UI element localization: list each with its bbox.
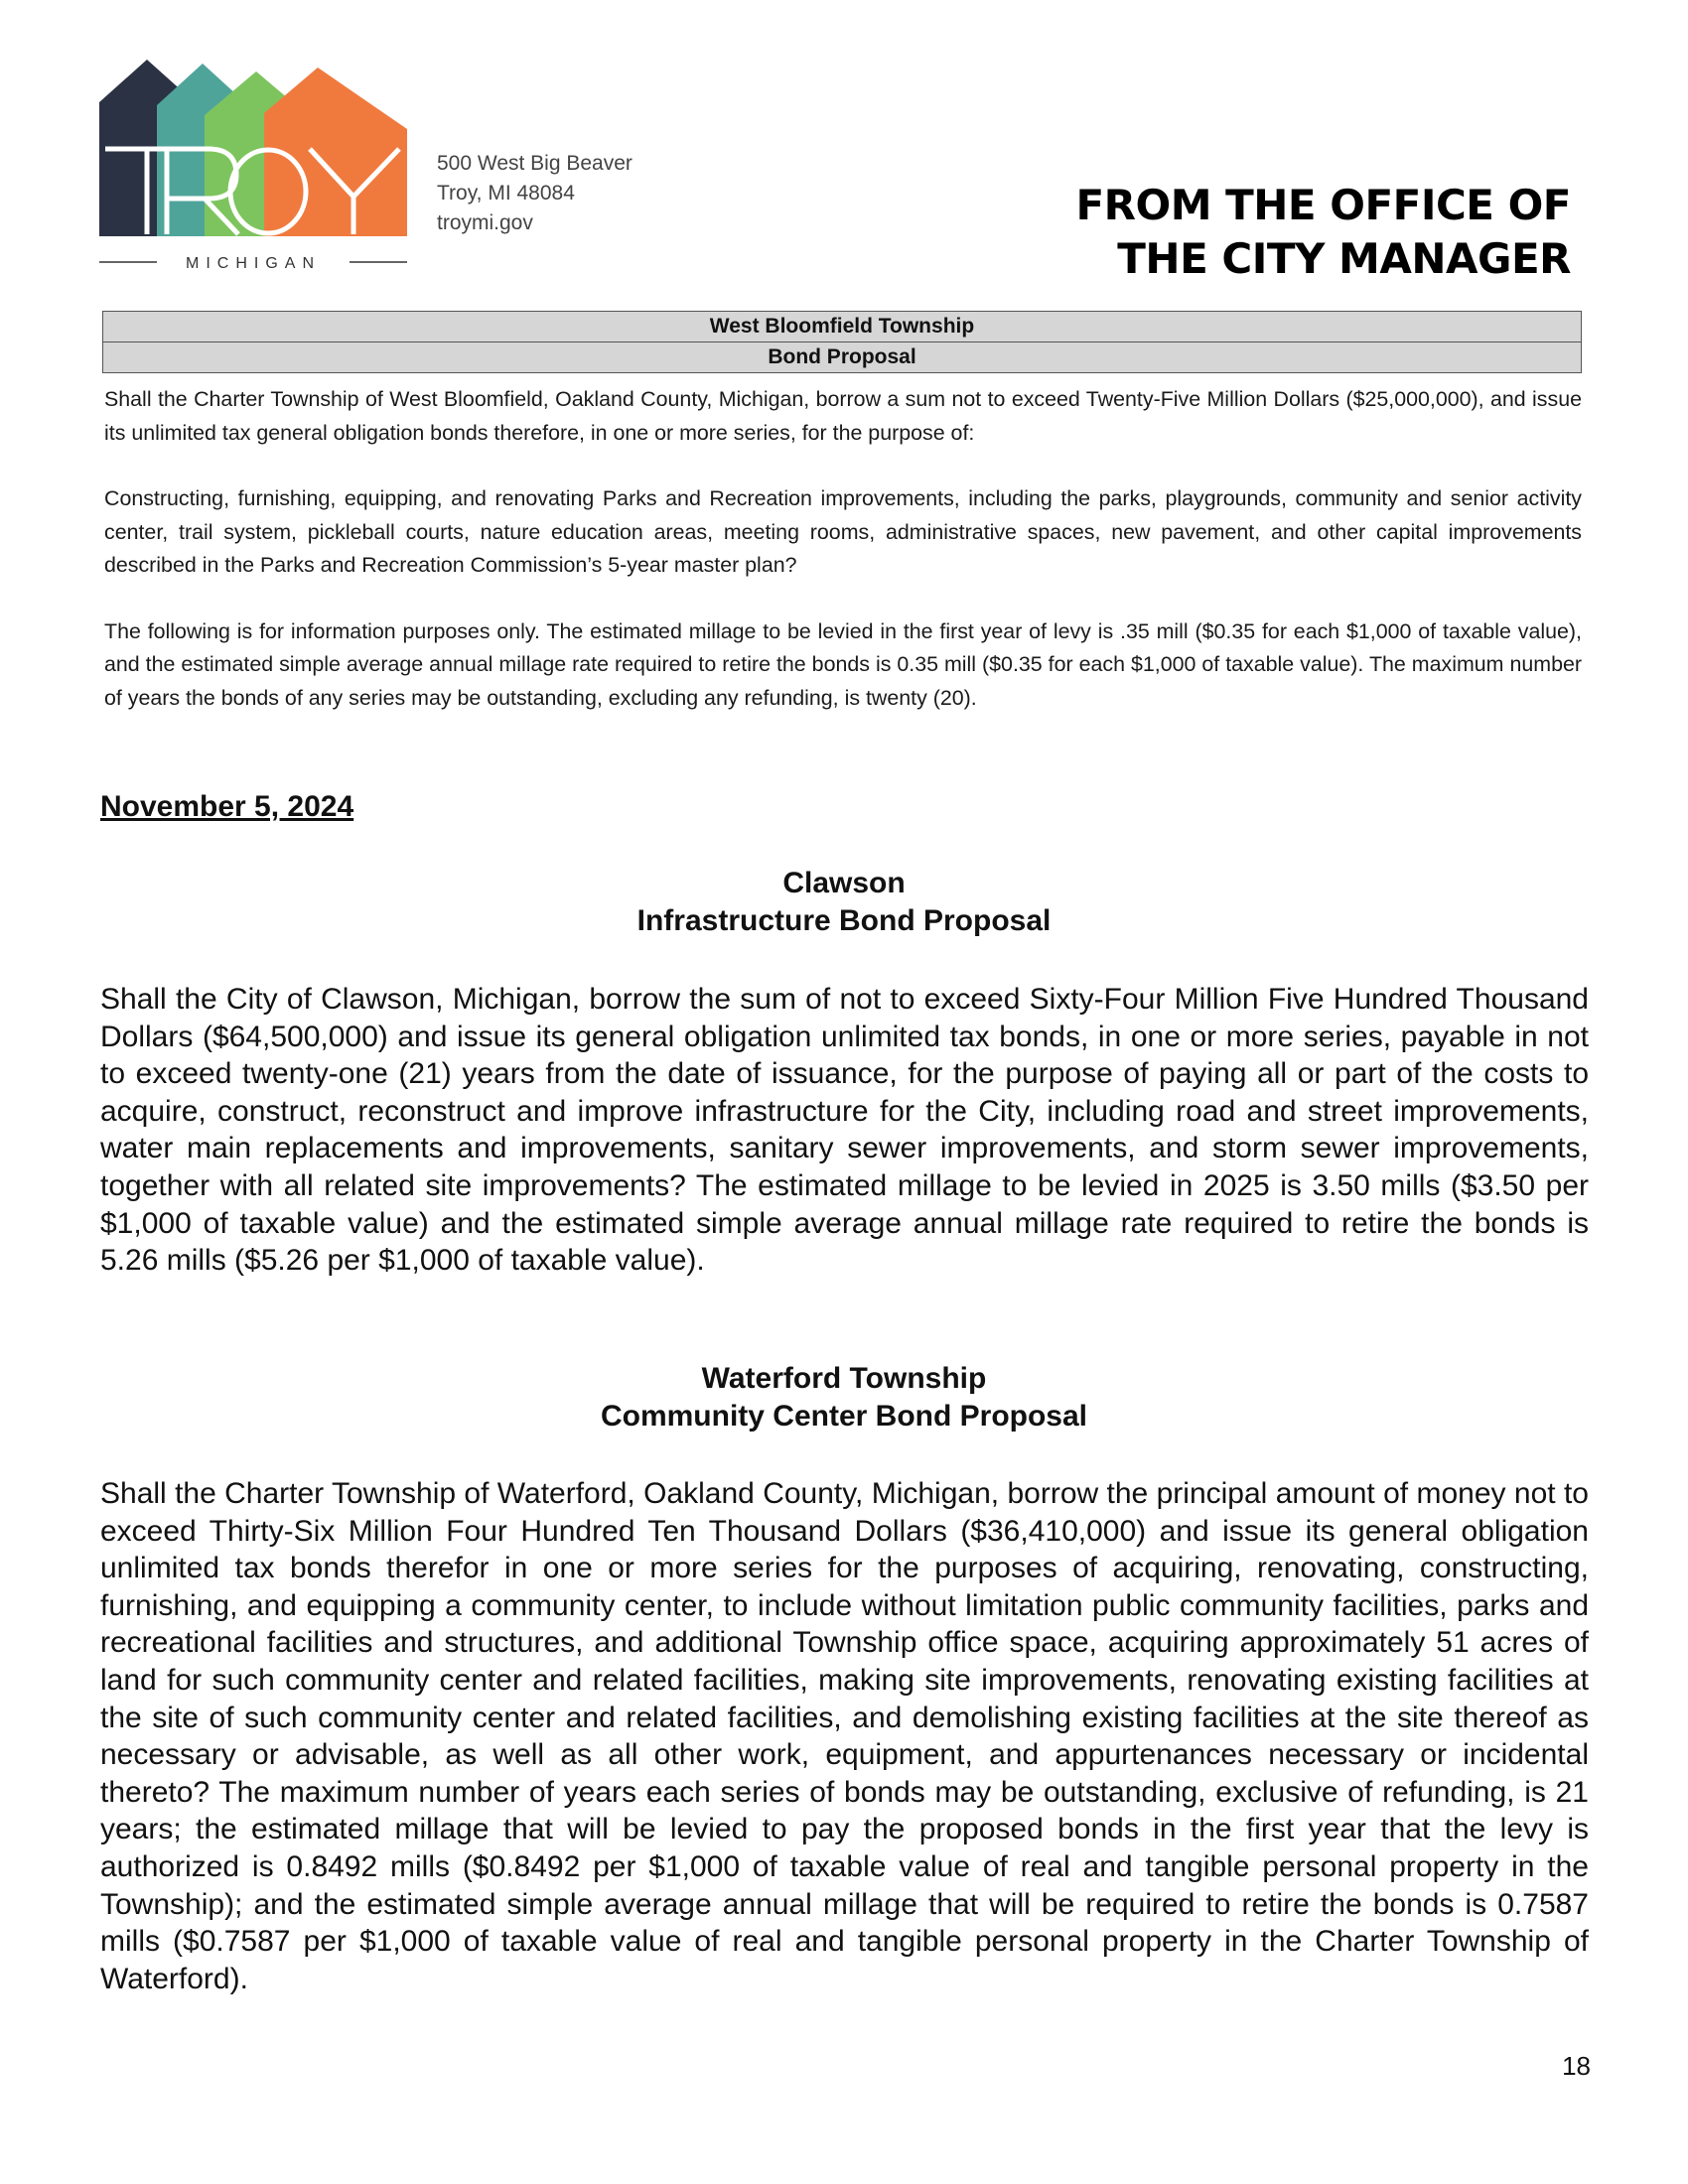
- clawson-body: [100, 981, 1589, 1280]
- west-bloomfield-body: [104, 383, 1582, 748]
- clawson-subtitle: Infrastructure Bond Proposal: [636, 904, 1052, 937]
- waterford-title: Waterford Township: [701, 1362, 987, 1395]
- clawson-paragraph: Shall the City of Clawson, Michigan, borrow the sum of not to exceed Sixty-Four Million Five Hundred Thousand Dollars ($64,500,000) and issue its general obligation unlimited tax bonds, in one or more series, payable in not to exceed twenty-one (21) years from the date of issuance, for the purpose of paying all or part of the costs to acquire, construct, reconstruct and improve infrastructure for the City, including road and street improvements, water main replacements and improvements, sanitary sewer improvements, and storm sewer improvements, together with all related site improvements? The estimated millage to be levied in 2025 is 3.50 mills ($3.50 per $1,000 of taxable value) and the estimated simple average annual millage rate required to retire the bonds is 5.26 mills ($5.26 per $1,000 of taxable value).: [100, 983, 1589, 1278]
- office-heading: [1075, 179, 1571, 286]
- office-line-2: THE CITY MANAGER: [1117, 234, 1571, 283]
- west-bloomfield-header: [102, 311, 1582, 373]
- office-line-1: FROM THE OFFICE OF: [1075, 181, 1571, 229]
- west-bloomfield-paragraph: The following is for information purposes only. The estimated millage to be levied in the first year of levy is .35 mill ($0.35 for each $1,000 of taxable value), and the estimated simple average annual millage rate required to retire the bonds is 0.35 mill ($0.35 for each $1,000 of taxable value). The maximum number of years the bonds of any series may be outstanding, excluding any refunding, is twenty (20).: [104, 618, 1582, 710]
- waterford-heading: [0, 1360, 1688, 1435]
- clawson-heading: [0, 865, 1688, 940]
- address-street: 500 West Big Beaver: [437, 152, 633, 175]
- election-date: November 5, 2024: [100, 790, 354, 823]
- address-city: Troy, MI 48084: [437, 182, 575, 205]
- waterford-body: [100, 1475, 1589, 1997]
- page-number: 18: [1562, 2051, 1591, 2081]
- west-bloomfield-paragraph: Shall the Charter Township of West Bloomfield, Oakland County, Michigan, borrow a sum not to exceed Twenty-Five Million Dollars ($25,000,000), and issue its unlimited tax general obligation bonds therefore, in one or more series, for the purpose of:: [104, 387, 1582, 445]
- website-link[interactable]: troymi.gov: [437, 211, 533, 234]
- west-bloomfield-paragraph: Constructing, furnishing, equipping, and renovating Parks and Recreation improvements, including the parks, playgrounds, community and senior activity center, trail system, pickleball courts, nature education areas, meeting rooms, administrative spaces, new pavement, and other capital improvements described in the Parks and Recreation Commission’s 5-year master plan?: [104, 486, 1582, 577]
- waterford-paragraph: Shall the Charter Township of Waterford, Oakland County, Michigan, borrow the principal amount of money not to exceed Thirty-Six Million Four Hundred Ten Thousand Dollars ($36,410,000) and issue its general obligation unlimited tax bonds therefor in one or more series for the purposes of acquiring, renovating, constructing, furnishing, and equipping a community center, to include without limitation public community facilities, parks and recreational facilities and structures, and additional Township office space, acquiring approximately 51 acres of land for such community center and related facilities, making site improvements, renovating existing facilities at the site of such community center and related facilities, and demolishing existing facilities at the site thereof as necessary or advisable, as well as all other work, equipment, and appurtenances necessary or incidental thereto? The maximum number of years each series of bonds may be outstanding, exclusive of refunding, is 21 years; the estimated millage that will be levied to pay the proposed bonds in the first year that the levy is authorized is 0.8492 mills ($0.8492 per $1,000 of taxable value of real and tangible personal property in the Township); and the estimated simple average annual millage that will be required to retire the bonds is 0.7587 mills ($0.7587 per $1,000 of taxable value of real and tangible personal property in the Charter Township of Waterford).: [100, 1477, 1589, 1995]
- svg-text:MICHIGAN: MICHIGAN: [186, 255, 321, 272]
- west-bloomfield-subtitle: Bond Proposal: [102, 342, 1582, 373]
- clawson-title: Clawson: [782, 867, 906, 899]
- troy-logo: [97, 58, 409, 274]
- waterford-subtitle: Community Center Bond Proposal: [600, 1400, 1088, 1433]
- city-address: [437, 149, 633, 238]
- west-bloomfield-title: West Bloomfield Township: [102, 311, 1582, 342]
